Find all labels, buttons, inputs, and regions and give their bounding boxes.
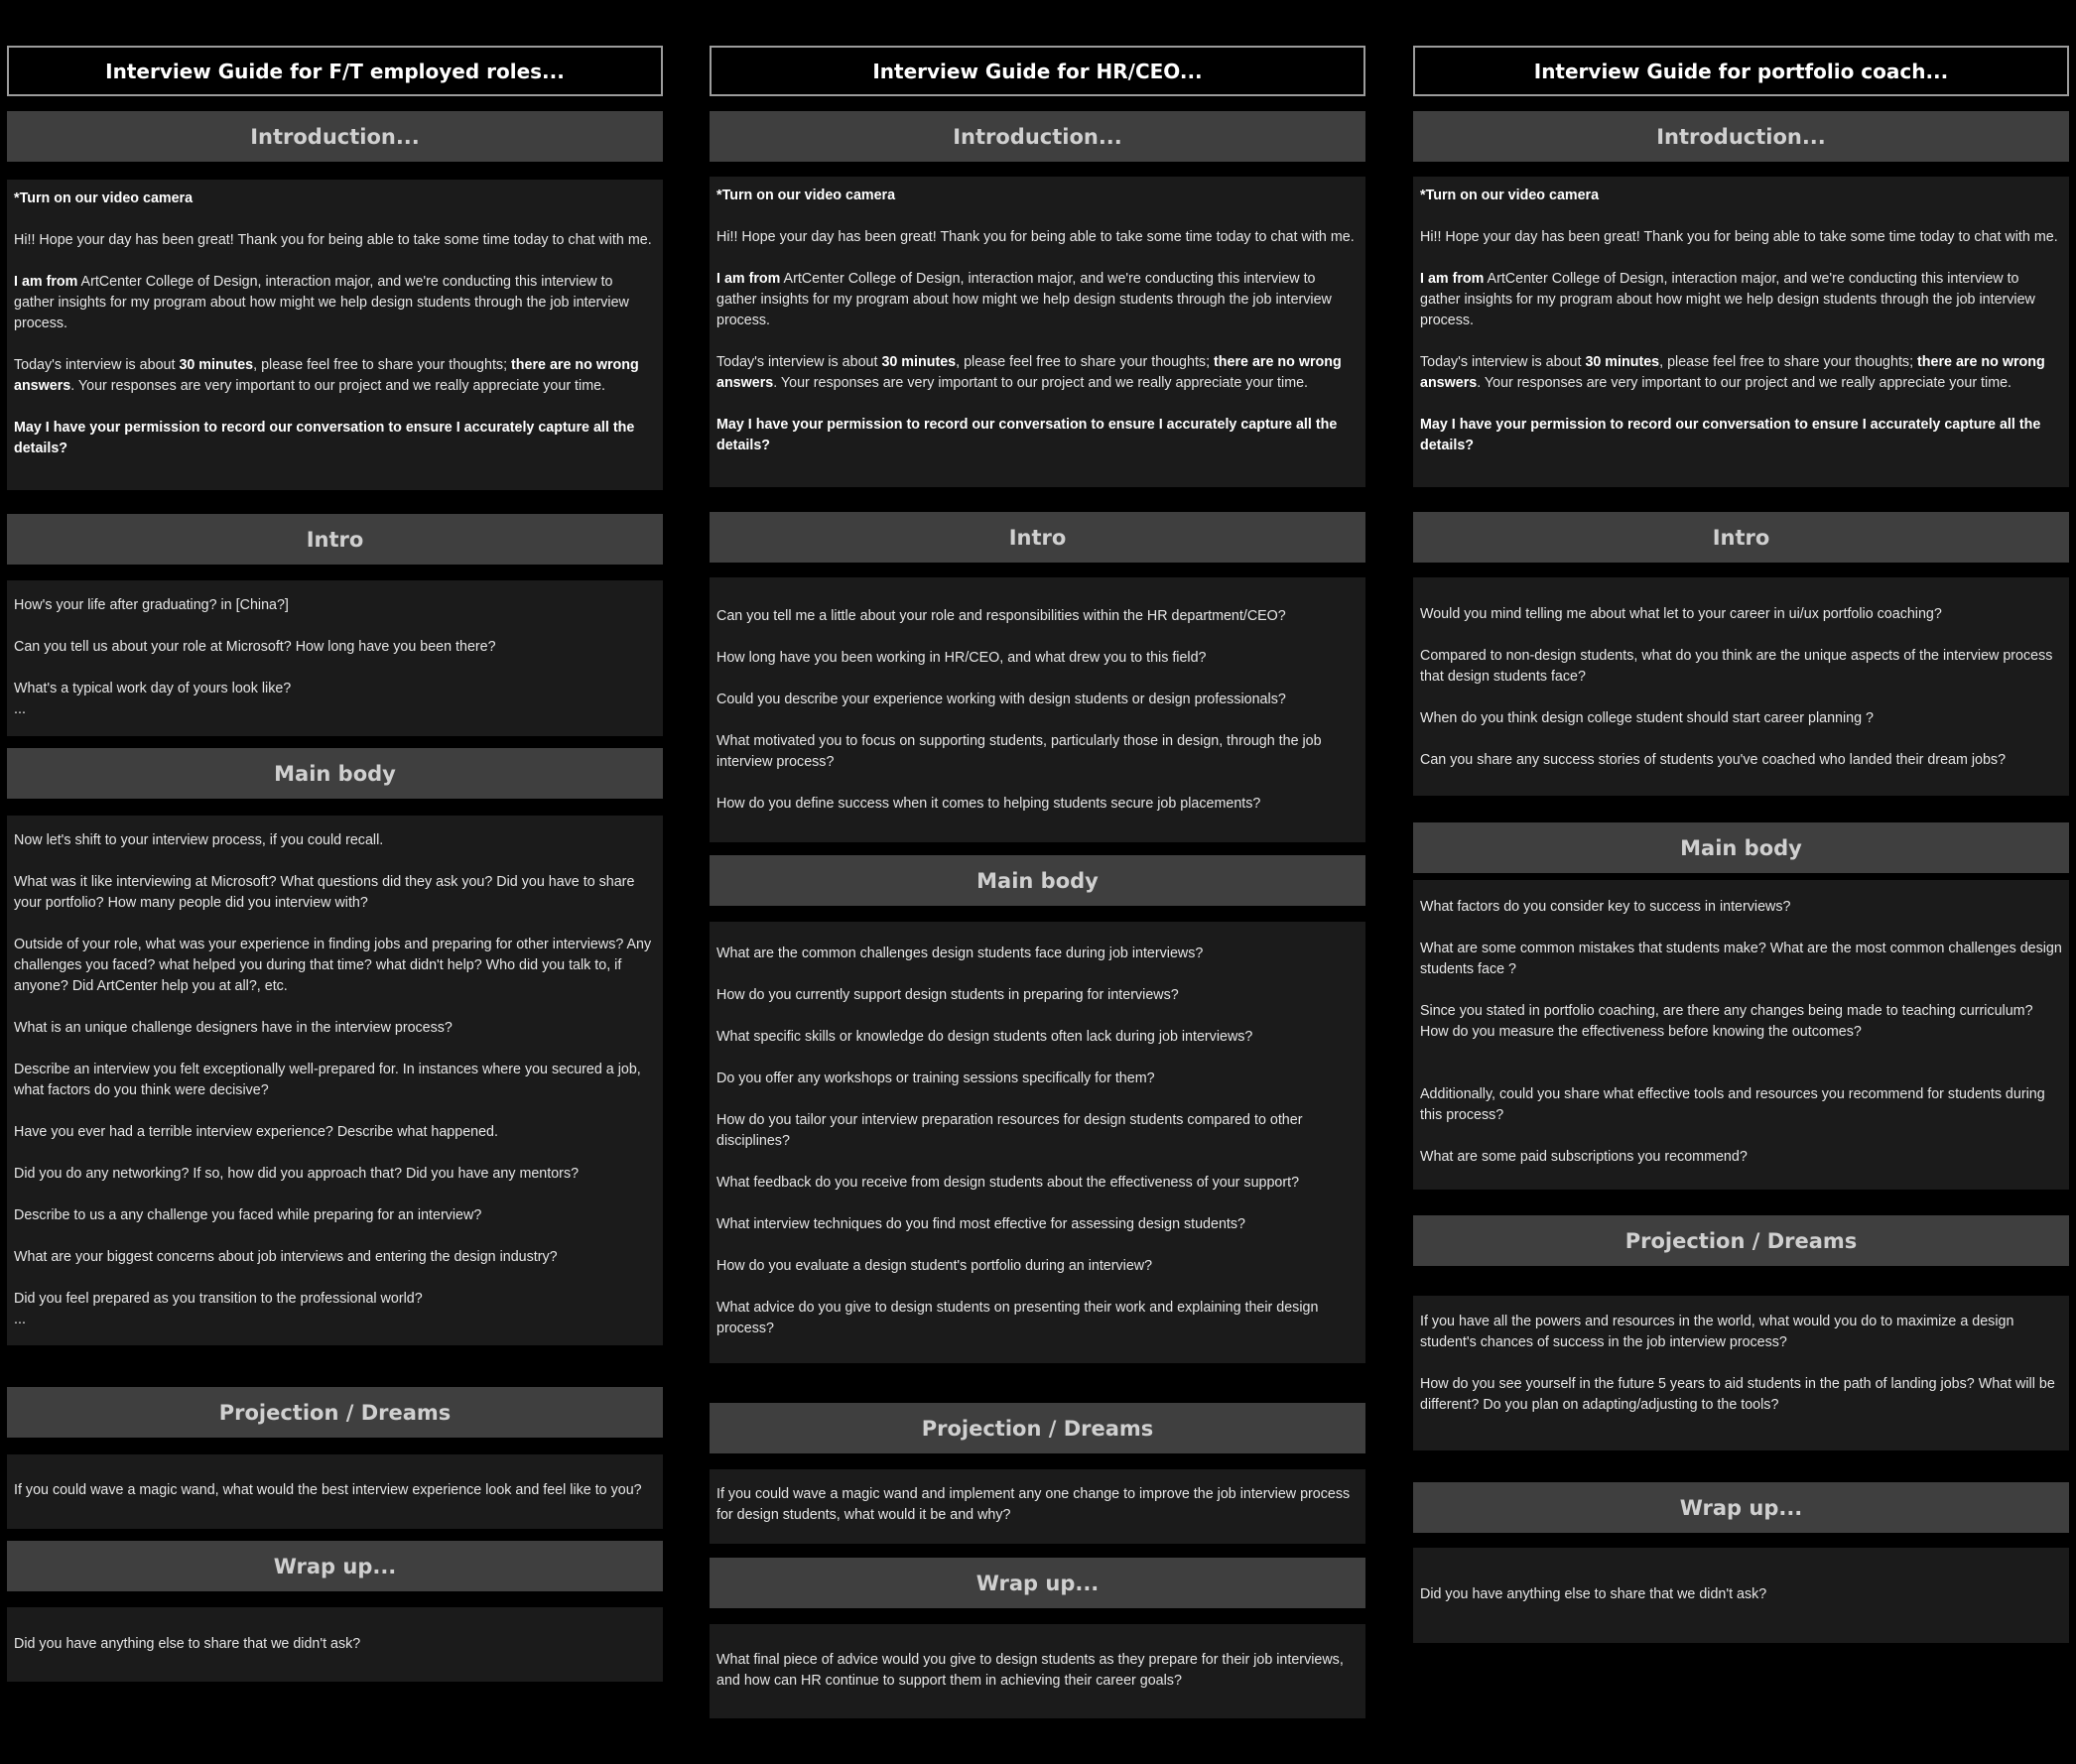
question-item: Would you mind telling me about what let to your career in ui/ux portfolio coaching? <box>1420 606 1942 622</box>
school-text: I am from ArtCenter College of Design, interaction major, and we're conducting this interview to gather insights for my program about how might we help design students through the job interview process. <box>14 274 629 331</box>
question-item: How's your life after graduating? in [China?] <box>14 597 289 613</box>
question-item: What are your biggest concerns about job interviews and entering the design industry? <box>14 1249 558 1265</box>
ellipsis-text: ... <box>14 701 26 717</box>
section-heading-projection: Projection / Dreams <box>1413 1215 2069 1266</box>
main-body-card <box>1413 880 2069 1190</box>
question-item: How do you tailor your interview preparation resources for design students compared to other disciplines? <box>716 1112 1303 1149</box>
section-heading-wrap-up: Wrap up... <box>1413 1482 2069 1533</box>
question-item: How long have you been working in HR/CEO, and what drew you to this field? <box>716 650 1207 666</box>
intro-card <box>1413 577 2069 796</box>
ellipsis-text: ... <box>14 1312 26 1327</box>
question-item: Did you have anything else to share that we didn't ask? <box>1420 1586 1767 1602</box>
question-item: Can you tell us about your role at Microsoft? How long have you been there? <box>14 639 496 655</box>
question-item: Now let's shift to your interview process, if you could recall. <box>14 832 384 848</box>
question-item: How do you currently support design students in preparing for interviews? <box>716 987 1179 1003</box>
question-item: What interview techniques do you find most effective for assessing design students? <box>716 1216 1245 1232</box>
section-heading-main-body: Main body <box>1413 822 2069 873</box>
question-item: What was it like interviewing at Microsoft? What questions did they ask you? Did you have to share your portfolio? How many people did you interview with? <box>14 874 635 911</box>
projection-card <box>7 1454 663 1529</box>
question-item: Did you do any networking? If so, how did you approach that? Did you have any mentors? <box>14 1166 580 1182</box>
question-item: If you could wave a magic wand and implement any one change to improve the job interview process for design students, what would it be and why? <box>716 1486 1351 1523</box>
introduction-card <box>7 180 663 490</box>
question-item: Compared to non-design students, what do you think are the unique aspects of the interview process that design students face? <box>1420 648 2053 685</box>
question-item: If you have all the powers and resources in the world, what would you do to maximize a design student's chances of success in the job interview process? <box>1420 1314 2014 1350</box>
camera-note: *Turn on our video camera <box>1420 188 1600 203</box>
question-item: How do you define success when it comes to helping students secure job placements? <box>716 796 1261 812</box>
projection-card <box>1413 1296 2069 1450</box>
section-heading-main-body: Main body <box>710 855 1365 906</box>
section-heading-introduction: Introduction... <box>1413 111 2069 162</box>
guide-title: Interview Guide for portfolio coach... <box>1413 46 2069 96</box>
question-item: What are the common challenges design students face during job interviews? <box>716 945 1204 961</box>
school-text: I am from ArtCenter College of Design, interaction major, and we're conducting this interview to gather insights for my program about how might we help design students through the job interview process. <box>1420 271 2035 328</box>
duration-text: Today's interview is about 30 minutes, please feel free to share your thoughts; there are no wrong answers. Your responses are very important to our project and we really appreciate your time. <box>716 354 1342 391</box>
school-text: I am from ArtCenter College of Design, interaction major, and we're conducting this interview to gather insights for my program about how might we help design students through the job interview process. <box>716 271 1332 328</box>
question-item: What are some paid subscriptions you recommend? <box>1420 1149 1748 1165</box>
section-heading-intro: Intro <box>1413 512 2069 563</box>
question-item: When do you think design college student should start career planning ? <box>1420 710 1874 726</box>
duration-text: Today's interview is about 30 minutes, please feel free to share your thoughts; there are no wrong answers. Your responses are very important to our project and we really appreciate your time. <box>1420 354 2045 391</box>
permission-text: May I have your permission to record our conversation to ensure I accurately capture all the details? <box>1420 417 2041 453</box>
section-heading-wrap-up: Wrap up... <box>7 1541 663 1591</box>
question-item: Do you offer any workshops or training sessions specifically for them? <box>716 1071 1155 1086</box>
guide-title: Interview Guide for F/T employed roles... <box>7 46 663 96</box>
intro-card <box>710 577 1365 842</box>
question-item: What motivated you to focus on supporting students, particularly those in design, through the job interview process? <box>716 733 1322 770</box>
permission-text: May I have your permission to record our conversation to ensure I accurately capture all the details? <box>14 420 635 456</box>
question-item: How do you see yourself in the future 5 years to aid students in the path of landing jobs? What will be different? Do you plan on adapting/adjusting to the tools? <box>1420 1376 2055 1413</box>
question-item: What specific skills or knowledge do design students often lack during job interviews? <box>716 1029 1253 1045</box>
question-item: Could you describe your experience working with design students or design professionals? <box>716 692 1286 707</box>
introduction-card <box>1413 177 2069 487</box>
question-item: What feedback do you receive from design students about the effectiveness of your support? <box>716 1175 1300 1191</box>
question-item: Describe an interview you felt exceptionally well-prepared for. In instances where you secured a job, what factors do you think were decisive? <box>14 1062 641 1098</box>
introduction-card <box>710 177 1365 487</box>
question-item: Can you share any success stories of students you've coached who landed their dream jobs? <box>1420 752 2007 768</box>
camera-note: *Turn on our video camera <box>716 188 896 203</box>
question-item: Outside of your role, what was your experience in finding jobs and preparing for other interviews? Any challenges you faced? what helped you during that time? what didn't help? Who did you talk to, if anyone? Did ArtCenter help you at all?, etc. <box>14 937 652 994</box>
question-item: What advice do you give to design students on presenting their work and explaining their design process? <box>716 1300 1319 1336</box>
question-item: What is an unique challenge designers have in the interview process? <box>14 1020 453 1036</box>
question-item: Did you feel prepared as you transition to the professional world? <box>14 1291 423 1307</box>
question-item: Additionally, could you share what effective tools and resources you recommend for students during this process? <box>1420 1086 2045 1123</box>
section-heading-wrap-up: Wrap up... <box>710 1558 1365 1608</box>
camera-note: *Turn on our video camera <box>14 190 194 206</box>
greeting-text: Hi!! Hope your day has been great! Thank you for being able to take some time today to chat with me. <box>1420 229 2058 245</box>
question-item: What factors do you consider key to success in interviews? <box>1420 899 1791 915</box>
section-heading-projection: Projection / Dreams <box>7 1387 663 1438</box>
question-item: What's a typical work day of yours look like? <box>14 681 292 696</box>
wrap-up-card <box>710 1624 1365 1718</box>
section-heading-main-body: Main body <box>7 748 663 799</box>
permission-text: May I have your permission to record our conversation to ensure I accurately capture all the details? <box>716 417 1338 453</box>
question-item: What are some common mistakes that students make? What are the most common challenges design students face ? <box>1420 941 2062 977</box>
question-item: Did you have anything else to share that we didn't ask? <box>14 1636 361 1652</box>
section-heading-introduction: Introduction... <box>7 111 663 162</box>
main-body-card <box>710 922 1365 1363</box>
question-item: Since you stated in portfolio coaching, are there any changes being made to teaching curriculum? How do you measure the effectiveness before knowing the outcomes? <box>1420 1003 2033 1040</box>
question-item: Describe to us a any challenge you faced while preparing for an interview? <box>14 1207 482 1223</box>
question-item: What final piece of advice would you give to design students as they prepare for their job interviews, and how can HR continue to support them in achieving their career goals? <box>716 1652 1344 1689</box>
section-heading-introduction: Introduction... <box>710 111 1365 162</box>
greeting-text: Hi!! Hope your day has been great! Thank you for being able to take some time today to chat with me. <box>716 229 1355 245</box>
question-item: If you could wave a magic wand, what would the best interview experience look and feel like to you? <box>14 1482 642 1498</box>
main-body-card <box>7 816 663 1345</box>
wrap-up-card <box>1413 1548 2069 1643</box>
question-item: Have you ever had a terrible interview experience? Describe what happened. <box>14 1124 498 1140</box>
guide-title: Interview Guide for HR/CEO... <box>710 46 1365 96</box>
wrap-up-card <box>7 1607 663 1682</box>
section-heading-intro: Intro <box>7 514 663 565</box>
section-heading-projection: Projection / Dreams <box>710 1403 1365 1453</box>
projection-card <box>710 1469 1365 1544</box>
section-heading-intro: Intro <box>710 512 1365 563</box>
question-item: How do you evaluate a design student's portfolio during an interview? <box>716 1258 1153 1274</box>
question-item: Can you tell me a little about your role and responsibilities within the HR department/CEO? <box>716 608 1286 624</box>
duration-text: Today's interview is about 30 minutes, please feel free to share your thoughts; there are no wrong answers. Your responses are very important to our project and we really appreciate your time. <box>14 357 639 394</box>
greeting-text: Hi!! Hope your day has been great! Thank you for being able to take some time today to chat with me. <box>14 232 652 248</box>
intro-card <box>7 580 663 736</box>
